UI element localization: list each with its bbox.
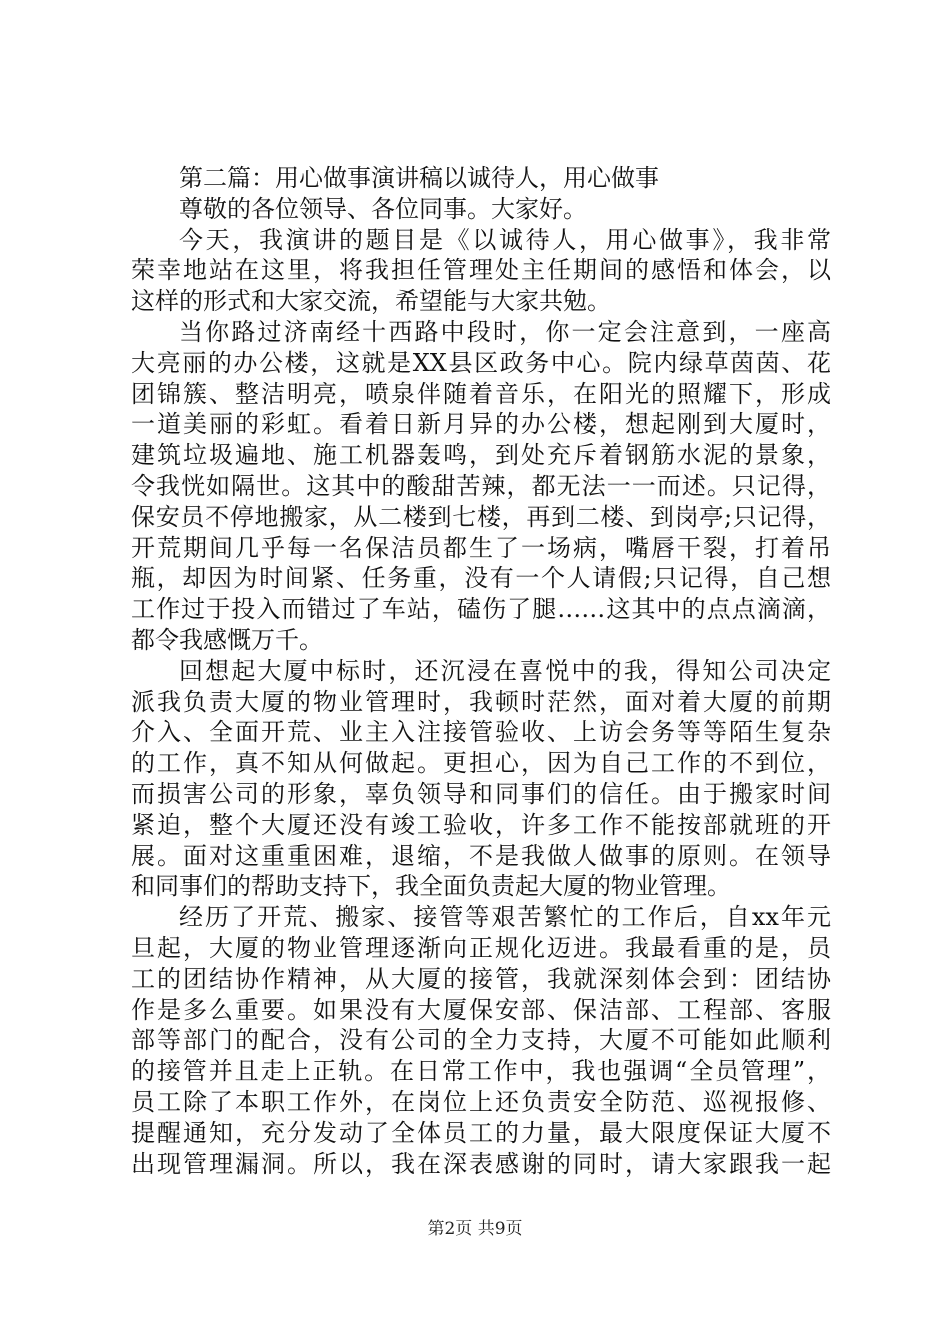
text-line: 派我负责大厦的物业管理时，我顿时茫然，面对着大厦的前期 [131,687,831,716]
text-line: 的接管并且走上正轨。在日常工作中，我也强调“全员管理”， [131,1057,831,1086]
text-line: 大亮丽的办公楼，这就是XX县区政务中心。院内绿草茵茵、花 [131,348,831,377]
text-line: 展。面对这重重困难，退缩，不是我做人做事的原则。在领导 [131,841,831,870]
greeting-line: 尊敬的各位领导、各位同事。大家好。 [179,194,587,223]
text-line: 当你路过济南经十西路中段时，你一定会注意到，一座高 [179,317,831,346]
text-line: 紧迫，整个大厦还没有竣工验收，许多工作不能按部就班的开 [131,810,831,839]
text-line: 介入、全面开荒、业主入注接管验收、上访会务等等陌生复杂 [131,718,831,747]
text-line: 开荒期间几乎每一名保洁员都生了一场病，嘴唇干裂，打着吊 [131,533,831,562]
text-line: 工作过于投入而错过了车站，磕伤了腿……这其中的点点滴滴， [131,595,831,624]
text-line: 和同事们的帮助支持下，我全面负责起大厦的物业管理。 [131,872,731,901]
text-line: 提醒通知，充分发动了全体员工的力量，最大限度保证大厦不 [131,1118,831,1147]
text-line: 令我恍如隔世。这其中的酸甜苦辣，都无法一一而述。只记得， [131,471,831,500]
text-line: 回想起大厦中标时，还沉浸在喜悦中的我，得知公司决定 [179,656,831,685]
text-line: 旦起，大厦的物业管理逐渐向正规化迈进。我最看重的是，员 [131,933,831,962]
text-line: 这样的形式和大家交流，希望能与大家共勉。 [131,287,611,316]
text-line: 建筑垃圾遍地、施工机器轰鸣，到处充斥着钢筋水泥的景象， [131,441,831,470]
text-line: 的工作，真不知从何做起。更担心，因为自己工作的不到位， [131,749,831,778]
text-line: 瓶，却因为时间紧、任务重，没有一个人请假;只记得，自己想 [131,564,831,593]
page-number-footer: 第2页 共9页 [427,1219,523,1239]
text-line: 保安员不停地搬家，从二楼到七楼，再到二楼、到岗亭;只记得， [131,502,831,531]
text-line: 团锦簇、整洁明亮，喷泉伴随着音乐，在阳光的照耀下，形成 [131,379,831,408]
text-line: 部等部门的配合，没有公司的全力支持，大厦不可能如此顺利 [131,1026,831,1055]
text-line: 出现管理漏洞。所以，我在深表感谢的同时，请大家跟我一起 [131,1149,831,1178]
text-line: 员工除了本职工作外，在岗位上还负责安全防范、巡视报修、 [131,1087,831,1116]
document-title: 第二篇：用心做事演讲稿以诚待人，用心做事 [179,164,659,192]
text-line: 一道美丽的彩虹。看着日新月异的办公楼，想起刚到大厦时， [131,410,831,439]
text-line: 都令我感慨万千。 [131,625,323,654]
text-line: 经历了开荒、搬家、接管等艰苦繁忙的工作后，自xx年元 [179,903,831,932]
document-body [131,163,831,1179]
text-line: 而损害公司的形象，辜负领导和同事们的信任。由于搬家时间 [131,779,831,808]
text-line: 工的团结协作精神，从大厦的接管，我就深刻体会到：团结协 [131,964,831,993]
text-line: 作是多么重要。如果没有大厦保安部、保洁部、工程部、客服 [131,995,831,1024]
text-line: 今天，我演讲的题目是《以诚待人，用心做事》，我非常 [179,225,831,254]
text-line: 荣幸地站在这里，将我担任管理处主任期间的感悟和体会，以 [131,256,831,285]
